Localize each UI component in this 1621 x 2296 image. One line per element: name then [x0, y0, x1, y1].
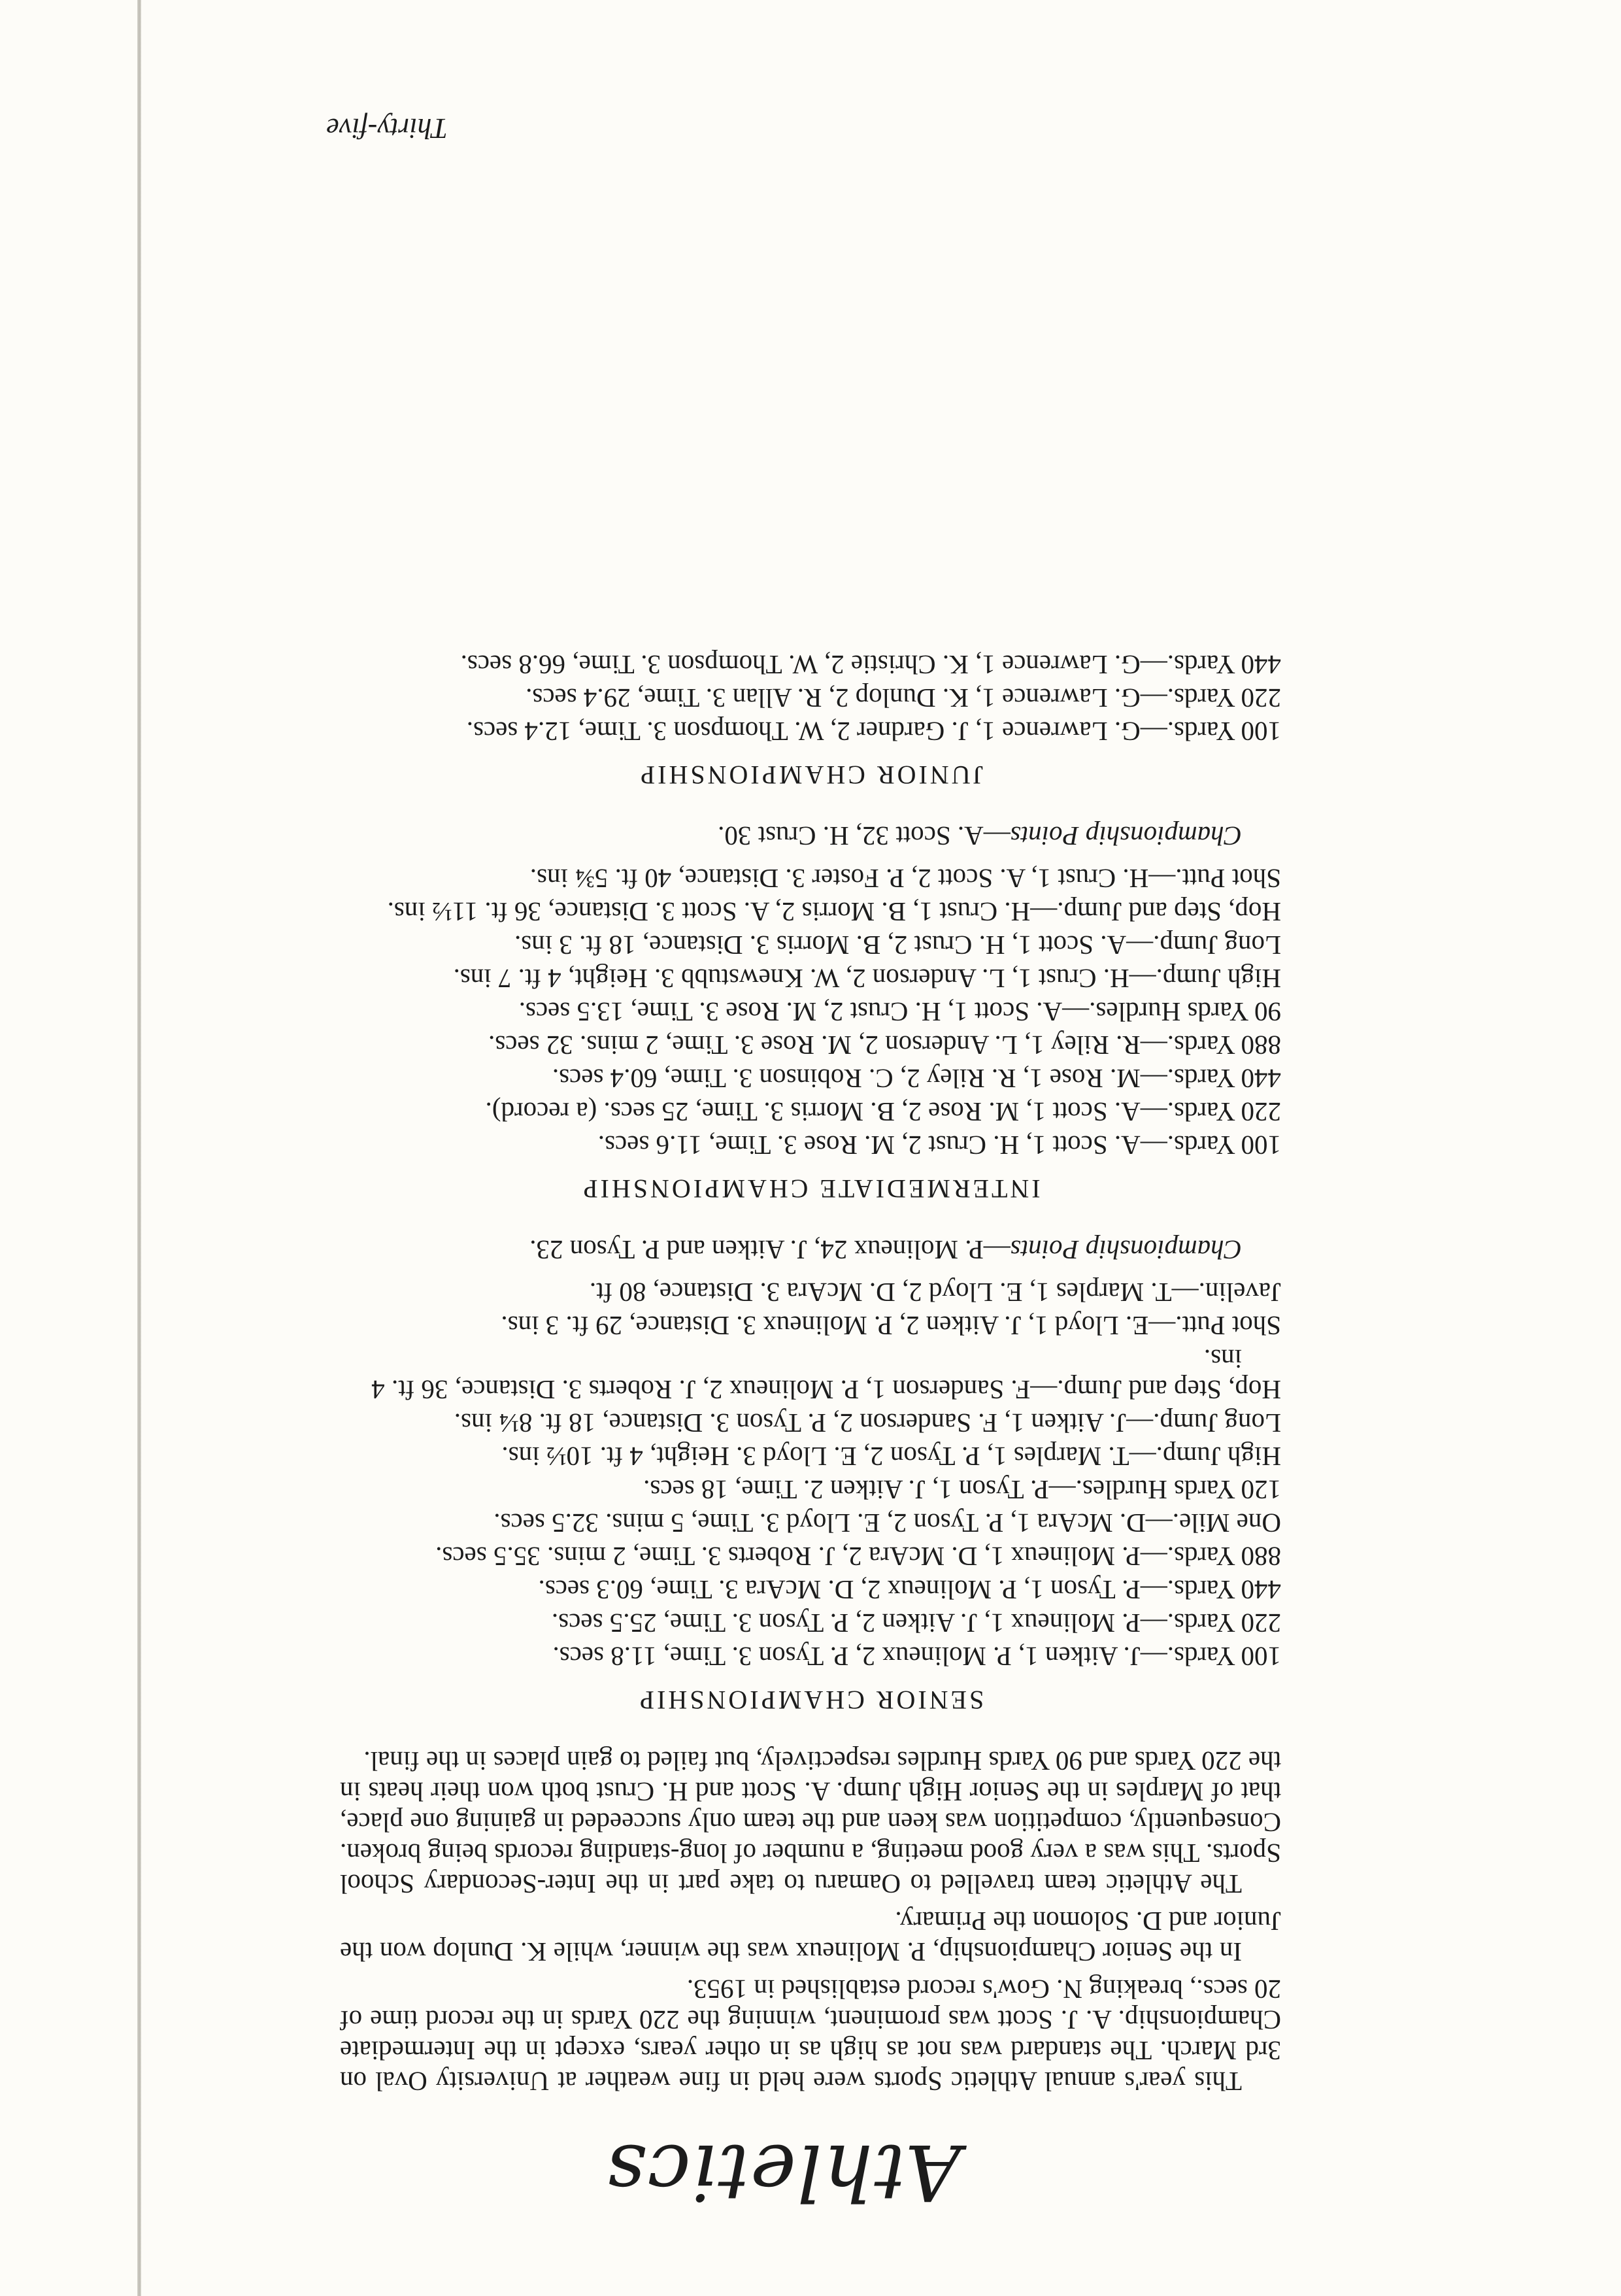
championship-points-label: Championship Points — [1010, 1235, 1242, 1265]
result-entry: Javelin.—T. Marples 1, E. Lloyd 2, D. McAra 3. Distance, 80 ft. — [589, 1277, 1281, 1308]
result-entry: 220 Yards.—G. Lawrence 1, K. Dunlop 2, R. Allan 3. Time, 29.4 secs. — [526, 683, 1281, 713]
result-entry: 100 Yards.—A. Scott 1, H. Crust 2, M. Rose 3. Time, 11.6 secs. — [597, 1130, 1281, 1160]
result-entry: Shot Putt.—H. Crust 1, A. Scott 2, P. Foster 3. Distance, 40 ft. 5¾ ins. — [529, 864, 1281, 894]
intro-paragraph: This year's annual Athletic Sports were held in fine weather at University Oval on 3rd March. The standard was not as high as in other years, except in the Intermediate Championship. A. J. Scott was prominent, winning the 220 Yards in the record time of 20 secs., breaking N. Gow's record established in 1953. — [340, 1974, 1281, 2097]
result-entry: 220 Yards.—P. Molineux 1, J. Aitken 2, P. Tyson 3. Time, 25.5 secs. — [551, 1608, 1281, 1638]
section-heading-senior: SENIOR CHAMPIONSHIP — [637, 1685, 984, 1715]
result-entry: Long Jump.—J. Aitken 1, F. Sanderson 2, P. Tyson 3. Distance, 18 ft. 8¼ ins. — [454, 1408, 1281, 1438]
result-entry: 100 Yards.—G. Lawrence 1, J. Gardner 2, W. Thompson 3. Time, 12.4 secs. — [466, 717, 1281, 747]
page-title: Athletics — [605, 2127, 961, 2218]
result-entry: Shot Putt.—E. Lloyd 1, J. Aitken 2, P. Molineux 3. Distance, 29 ft. 3 ins. — [501, 1311, 1281, 1341]
result-entry: Hop, Step and Jump.—H. Crust 1, B. Morris 2, A. Scott 3. Distance, 36 ft. 11½ ins. — [387, 897, 1281, 927]
section-heading-junior: JUNIOR CHAMPIONSHIP — [637, 760, 984, 790]
result-entry: 440 Yards.—G. Lawrence 1, K. Christie 2, W. Thompson 3. Time, 66.8 secs. — [460, 650, 1281, 680]
result-entry: High Jump.—T. Marples 1, P. Tyson 2, E. Lloyd 3. Height, 4 ft. 10½ ins. — [501, 1442, 1281, 1472]
championship-points — [340, 820, 1281, 851]
binding-edge — [137, 0, 141, 2296]
championship-points — [340, 1234, 1281, 1265]
result-entry: 880 Yards.—P. Molineux 1, D. McAra 2, J. Roberts 3. Time, 2 mins. 35.5 secs. — [435, 1542, 1281, 1572]
result-entry: 90 Yards Hurdles.—A. Scott 1, H. Crust 2, M. Rose 3. Time, 13.5 secs. — [518, 997, 1281, 1027]
result-entry: Hop, Step and Jump.—F. Sanderson 1, P. Molineux 2, J. Roberts 3. Distance, 36 ft. 4 ins. — [371, 1344, 1281, 1405]
championship-points-text: —A. Scott 32, H. Crust 30. — [718, 821, 1011, 851]
result-entry: 100 Yards.—J. Aitken 1, P. Molineux 2, P. Tyson 3. Time, 11.8 secs. — [552, 1642, 1281, 1672]
championship-points-label: Championship Points — [1010, 821, 1242, 851]
result-entry: One Mile.—D. McAra 1, P. Tyson 2, E. Lloyd 3. Time, 5 mins. 32.5 secs. — [493, 1508, 1281, 1538]
result-entry: 440 Yards.—M. Rose 1, R. Riley 2, C. Robinson 3. Time, 60.4 secs. — [552, 1064, 1281, 1094]
result-entry: 220 Yards.—A. Scott 1, M. Rose 2, B. Morris 3. Time, 25 secs. (a record). — [485, 1097, 1281, 1127]
result-entry: Long Jump.—A. Scott 1, H. Crust 2, B. Morris 3. Distance, 18 ft. 3 ins. — [514, 930, 1281, 960]
intro-paragraph: In the Senior Championship, P. Molineux was the winner, while K. Dunlop won the Junior and D. Solomon the Primary. — [340, 1906, 1281, 1967]
result-entry: High Jump.—H. Crust 1, L. Anderson 2, W. Knewstubb 3. Height, 4 ft. 7 ins. — [453, 964, 1281, 994]
page-number: Thirty-five — [326, 112, 448, 144]
championship-points-text: —P. Molineux 24, J. Aitken and P. Tyson 23. — [529, 1235, 1011, 1265]
section-heading-intermediate: INTERMEDIATE CHAMPIONSHIP — [580, 1174, 1041, 1204]
result-entry: 880 Yards.—R. Riley 1, L. Anderson 2, M. Rose 3. Time, 2 mins. 32 secs. — [488, 1030, 1281, 1060]
intro-paragraph: The Athletic team travelled to Oamaru to take part in the Inter-Secondary School Sports. This was a very good meeting, a number of long-standing records being broken. Consequently, competition was keen and the team only succeeded in gaining one place, that of Marples in the Senior High Jump. A. Scott and H. Crust both won their heats in the 220 Yards and 90 Yards Hurdles respectively, but failed to gain places in the final. — [340, 1746, 1281, 1899]
article-body — [340, 649, 1281, 2097]
result-entry: 440 Yards.—P. Tyson 1, P. Molineux 2, D. McAra 3. Time, 60.3 secs. — [538, 1575, 1281, 1605]
result-entry: 120 Yards Hurdles.—P. Tyson 1, J. Aitken 2. Time, 18 secs. — [643, 1475, 1281, 1505]
